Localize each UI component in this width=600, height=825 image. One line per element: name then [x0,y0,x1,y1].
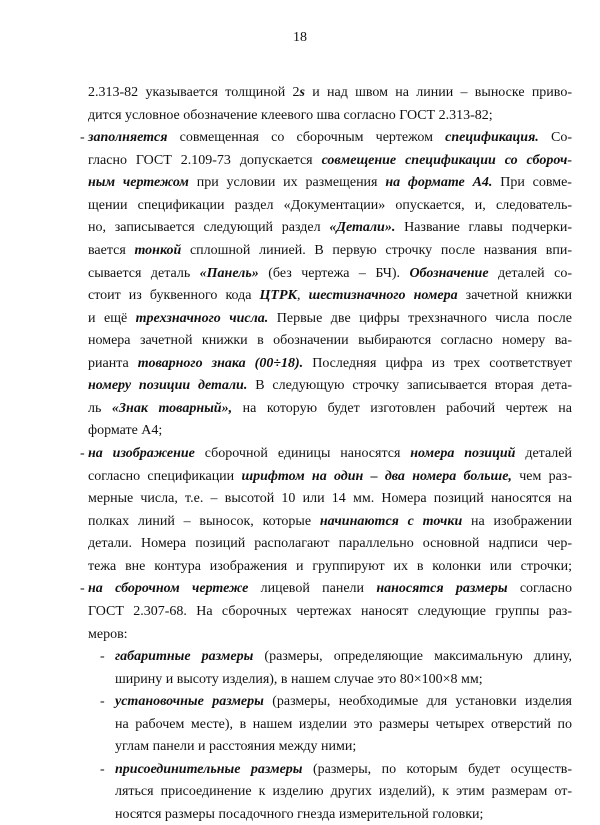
text-line [88,422,288,439]
emphasis-text: габаритные размеры [115,649,254,664]
text-span: , [297,288,309,303]
emphasis-text: совмещение спецификации со сбороч- [321,153,572,168]
text-span: рианта [88,356,138,371]
text-span: ль [88,401,112,416]
text-span: номера зачетной книжки в обозначении выбираются согласно номеру ва- [88,333,572,348]
text-line [88,174,572,191]
text-line [88,84,572,101]
text-span: (размеры, необходимые для установки изделия [263,694,572,709]
text-span: на изображении [462,514,572,529]
emphasis-text: на сборочном чертеже [88,581,249,596]
text-span: В следующую строчку записывается вторая дета- [247,378,572,393]
text-line [88,603,572,620]
list-dash: - [100,762,105,777]
text-span: согласно спецификации [88,469,242,484]
text-span: (размеры, по которым будет осуществ- [302,762,573,777]
text-line [88,355,572,372]
text-span: (размеры, определяющие максимальную длину, [253,649,572,664]
text-span: вается [88,243,135,258]
text-span: согласно [507,581,572,596]
list-dash: - [80,446,85,461]
emphasis-text: трехзначного числа. [135,311,269,326]
text-line [115,738,415,755]
text-span: углам панели и расстояния между ними; [115,739,357,754]
text-line [88,445,572,462]
text-span: на которую будет изготовлен рабочий чертеж на [232,401,572,416]
text-line [88,107,493,124]
text-line [88,468,572,485]
text-span: тежа вне контура изображения и группируют их в колонки или строчки; [88,559,572,574]
text-span: деталей [515,446,572,461]
emphasis-text: ЦТРК [259,288,298,303]
text-span: чем раз- [511,469,572,484]
text-line [88,197,572,214]
text-span: деталей со- [488,266,572,281]
text-line [115,783,572,800]
text-span: при условии их размещения [188,175,386,190]
emphasis-text: шрифтом на один – два номера больше, [241,469,512,484]
text-line [88,152,572,169]
emphasis-text: номеру позиции детали. [88,378,248,393]
text-span: детали. Номера позиций располагают параллельно основной надписи чер- [88,536,572,551]
text-line [88,242,572,259]
emphasis-text: «Панель» [199,266,259,281]
page-number: 18 [293,30,307,45]
emphasis-text: заполняется [88,130,168,145]
emphasis-text: s [299,85,305,100]
text-line [115,671,515,688]
text-span: ляться присоединение к изделию других изделий), к этим размерам от- [115,784,572,799]
text-span: При совме- [492,175,572,190]
text-span: Со- [538,130,572,145]
text-span: щении спецификации раздел «Документации» опускается, и, следователь- [88,198,572,213]
text-line [115,806,572,823]
text-span: носятся размеры посадочного гнезда измерительной головки; [115,807,484,822]
list-dash: - [80,581,85,596]
emphasis-text: присоединительные размеры [115,762,303,777]
emphasis-text: номера позиций [410,446,516,461]
text-line [115,648,572,665]
text-span: но, записывается следующий раздел [88,220,330,235]
text-span: мерные числа, т.е. – высотой 10 или 14 мм. Номера позиций наносятся на [88,491,572,506]
text-span: полках линий – выносок, которые [88,514,320,529]
text-span: Название главы подчерки- [395,220,572,235]
text-line [88,558,572,575]
text-span: меров: [88,627,128,642]
text-span: и ещё [88,311,136,326]
emphasis-text: Обозначение [409,266,489,281]
text-line [88,400,572,417]
text-span: лицевой панели [248,581,377,596]
text-span: сплошной линией. В первую строчку после названия впи- [181,243,573,258]
text-span: сывается деталь [88,266,200,281]
text-span: ГОСТ 2.307-68. На сборочных чертежах наносят следующие группы раз- [88,604,572,619]
text-span: стоит из буквенного кода [88,288,260,303]
text-line [115,761,572,778]
text-span: Первые две цифры трехзначного числа после [268,311,572,326]
text-span: гласно ГОСТ 2.109-73 допускается [88,153,322,168]
text-line [115,716,572,733]
text-line [88,287,572,304]
text-span: Последняя цифра из трех соответствует [303,356,573,371]
text-line [115,693,572,710]
emphasis-text: товарного знака (00÷18). [137,356,304,371]
list-dash: - [100,694,105,709]
list-dash: - [80,130,85,145]
emphasis-text: начинаются с точки [319,514,463,529]
emphasis-text: спецификация. [445,130,539,145]
text-line [88,219,572,236]
text-line [88,535,572,552]
text-line [88,332,572,349]
text-span: ширину и высоту изделия), в нашем случае это 80×100×8 мм; [115,672,483,687]
text-span: совмещенная со сборочным чертежом [167,130,446,145]
text-line [88,265,572,282]
text-line [88,580,572,597]
emphasis-text: «Знак товарный», [111,401,233,416]
text-span: 2.313-82 указывается толщиной 2 [88,85,300,100]
emphasis-text: шестизначного номера [308,288,458,303]
list-dash: - [100,649,105,664]
emphasis-text: на изображение [88,446,195,461]
text-line [88,513,572,530]
emphasis-text: наносятся размеры [376,581,508,596]
emphasis-text: установочные размеры [115,694,264,709]
text-span: (без чертежа – БЧ). [258,266,410,281]
emphasis-text: «Детали». [329,220,396,235]
text-span: формате А4; [88,423,163,438]
text-span: зачетной книжки [457,288,573,303]
emphasis-text: ным чертежом [88,175,189,190]
text-line [88,310,572,327]
text-span: дится условное обозначение клеевого шва согласно ГОСТ 2.313-82; [88,108,493,123]
text-line [88,377,572,394]
text-span: сборочной единицы наносятся [194,446,411,461]
text-line [88,129,572,146]
emphasis-text: на формате А4. [385,175,493,190]
text-line [88,490,572,507]
text-span: на рабочем месте), в нашем изделии это размеры четырех отверстий по [115,717,572,732]
text-span: и над швом на линии – выноске приво- [304,85,572,100]
emphasis-text: тонкой [134,243,182,258]
text-line [88,626,208,643]
